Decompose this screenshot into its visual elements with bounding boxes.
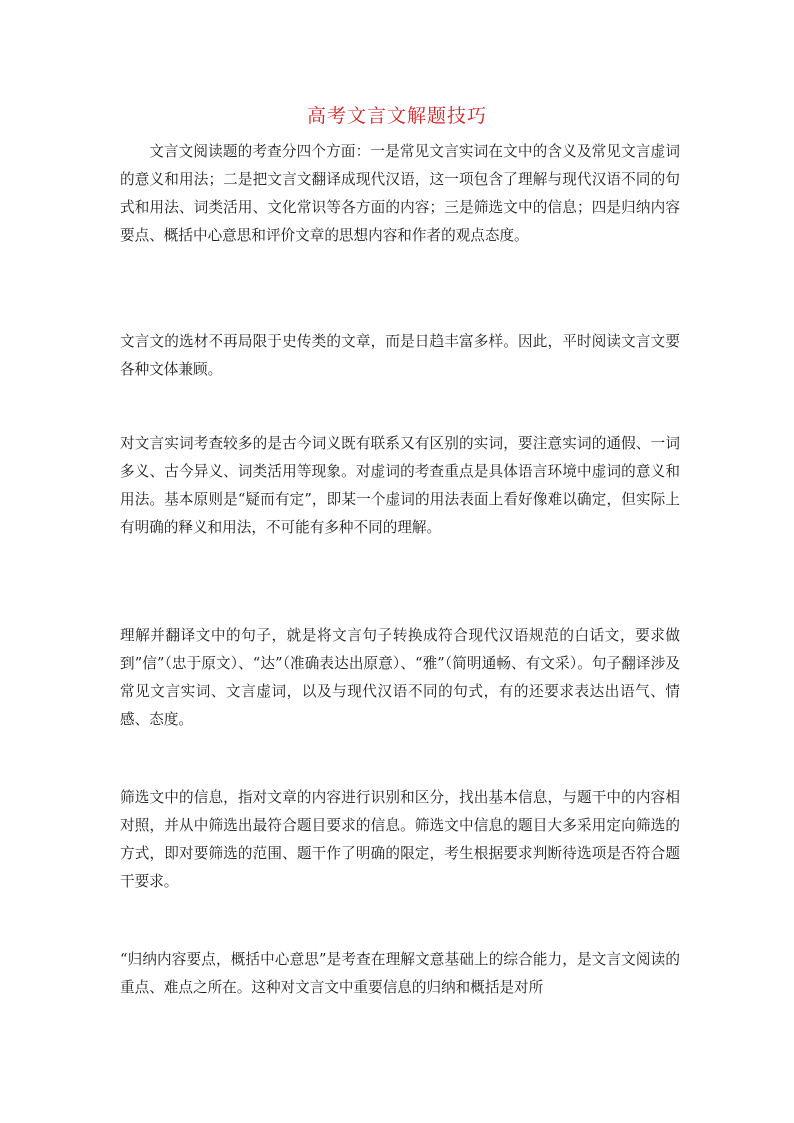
paragraph-overview: 文言文阅读题的考查分四个方面：一是常见文言实词在文中的含义及常见文言虚词的意义和用法；二是把文言文翻译成现代汉语，这一项包含了理解与现代汉语不同的句式和用法、词类活用、文化常识等各方面的内容；三是筛选文中的信息；四是归纳内容要点、概括中心意思和评价文章的思想内容和作者的观点态度。 (120, 143, 680, 244)
paragraph-translation: 理解并翻译文中的句子，就是将文言句子转换成符合现代汉语规范的白话文，要求做到”信”（忠于原文）、“达”（准确表达出原意）、“雅”（简明通畅、有文采）。句子翻译涉及常见文言实词、文言虚词，以及与现代汉语不同的句式，有的还要求表达出语气、情感、态度。 (120, 627, 680, 728)
paragraph-content-words: 对文言实词考查较多的是古今词义既有联系又有区别的实词，要注意实词的通假、一词多义、古今异义、词类活用等现象。对虚词的考查重点是具体语言环境中虚词的意义和用法。基本原则是“疑而有定”，即某一个虚词的用法表面上看好像难以确定，但实际上有明确的释义和用法，不可能有多种不同的理解。 (120, 435, 680, 536)
paragraph-selection: 文言文的选材不再局限于史传类的文章，而是日趋丰富多样。因此，平时阅读文言文要各种文体兼顾。 (120, 333, 680, 378)
document-title: 高考文言文解题技巧 (306, 105, 487, 127)
paragraph-information-screening: 筛选文中的信息，指对文章的内容进行识别和区分，找出基本信息，与题干中的内容相对照，并从中筛选出最符合题目要求的信息。筛选文中信息的题目大多采用定向筛选的方式，即对要筛选的范围、题干作了明确的限定，考生根据要求判断待选项是否符合题干要求。 (120, 789, 680, 890)
paragraph-summarization: “归纳内容要点，概括中心意思”是考查在理解文意基础上的综合能力，是文言文阅读的重点、难点之所在。这种对文言文中重要信息的归纳和概括是对所 (120, 951, 680, 996)
